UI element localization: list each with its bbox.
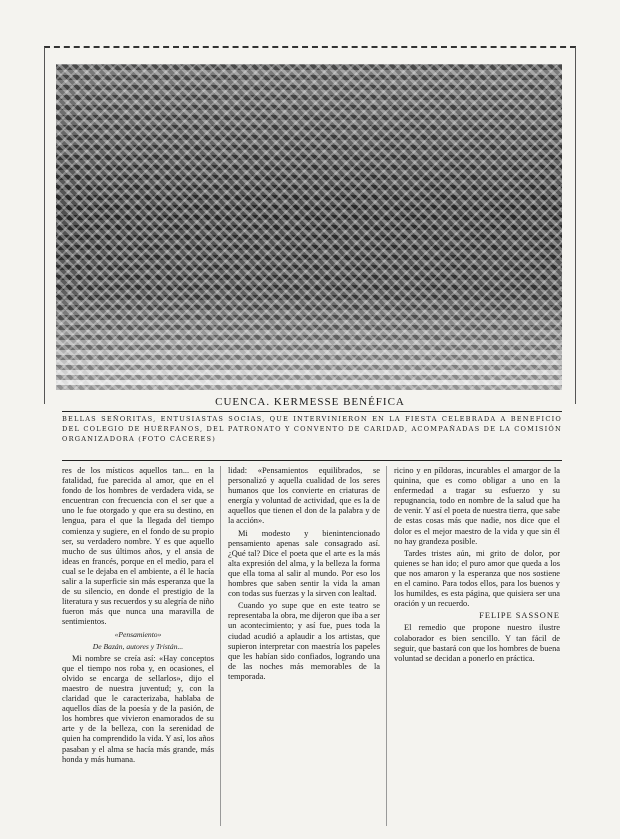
column-divider [386,466,387,826]
article-column-1 [62,466,214,767]
article-paragraph: El remedio que propone nuestro ilustre colaborador es bien sencillo. Y tan fácil de seguir, que bastará con que los hombres de buena voluntad se decidan a ponerlo en práctica. [394,623,560,663]
author-signature: FELIPE SASSONE [479,611,560,621]
article-paragraph: Tardes tristes aún, mi grito de dolor, por quienes se han ido; el puro amor que queda a los que nos amaron y la esperanza que nos sostiene en el camino. Para todos ellos, para los buenos y los humildes, es esta página, que quisiera ser una oración y un recuerdo. [394,548,560,609]
article-paragraph: lidad: «Pensamientos equilibrados, se personalizó y aquella cualidad de los seres humanos que los convierte en criaturas de energía y voluntad de actividad, que es la de aquellos que tienen el don de la palabra y de la acción». [228,466,380,526]
article-column-3 [394,466,560,666]
column-divider [220,466,221,826]
article-heading-quote: «Pensamiento» [114,629,162,639]
article-paragraph: Cuando yo supe que en este teatro se representaba la obra, me dijeron que iba a ser un acontecimiento; y así fue, pues toda la ciudad acudió a aplaudir a los artistas, que supieron interpretar con maestría los papeles que les habían sido confiados, logrando una de las noches más memorables de la temporada. [228,601,380,681]
article-paragraph: Mi modesto y bienintencionado pensamiento apenas sale consagrado así. ¿Qué tal? Dice el poeta que el arte es la más alta expresión del alma, y la belleza la forma que ella toma al salir al mundo. Por eso los hombres que saben sentir la vida la aman con todas sus fuerzas y la sirven con lealtad. [228,528,380,599]
article-paragraph: Mi nombre se creía así: «Hay conceptos que el tiempo nos roba y, en ocasiones, el olvido se encarga de sellarlos», dijo el maestro de nuestra juventud; y, con la claridad que le caracterizaba, hablaba de aquellos días de la poesía y de la pasión, de los hombres que vivieron enamorados de su arte y de la belleza, con la serenidad de quien ha comprendido la vida. Y así, los años pasaban y el alma se hacía más grande, más honda y más humana. [62,653,214,764]
article-column-2 [228,466,380,684]
article-quote: De Bazán, autores y Tristán... [92,641,184,651]
caption-top-rule [62,411,562,412]
group-photo [56,64,562,390]
photo-caption-title: CUENCA. KERMESSE BENÉFICA [215,396,405,408]
article-paragraph: res de los místicos aquellos tan... en la fatalidad, fue parecida al amor, que en el fondo de los hombres de verdadera vida, se encuentran con frecuencia con el ser que a uno le fue otorgado y que era su destino, en lengua, para el que la llegada del tiempo comienza y sugiere, en el fondo de su propio ser, su verdadero nombre. Y es que aquello mucho de sus últimos años, y el ansia de ideas en francés, porque en el medio, para el cual se le dejaba en el ambiente, a él le hacía salir a la superficie sin más esperanza que la de su silencio, en donde el prestigio de la literatura y sus recuerdos y su alegría de niño fueron más que nunca una maravilla de sentimientos. [62,466,214,627]
article-paragraph: ricino y en píldoras, incurables el amargor de la quinina, que es como obligar a uno en la enfermedad a tragar su esfuerzo y su repugnancia, todo en nombre de la salud que ha de venir. Y así el poeta de nuestra tierra, que sabe de estas cosas más que nadie, nos dice que el dolor es el mejor maestro de la vida y que sin él no hay grandeza posible. [394,466,560,546]
caption-bottom-rule [62,460,562,461]
photo-caption-text: BELLAS SEÑORITAS, ENTUSIASTAS SOCIAS, QUE INTERVINIERON EN LA FIESTA CELEBRADA A BENEFICIO DEL COLEGIO DE HUÉRFANOS, DEL PATRONATO Y CONVENTO DE CARIDAD, ACOMPAÑADAS DE LA COMISIÓN ORGANIZADORA (FOTO CÁCERES) [62,415,562,443]
